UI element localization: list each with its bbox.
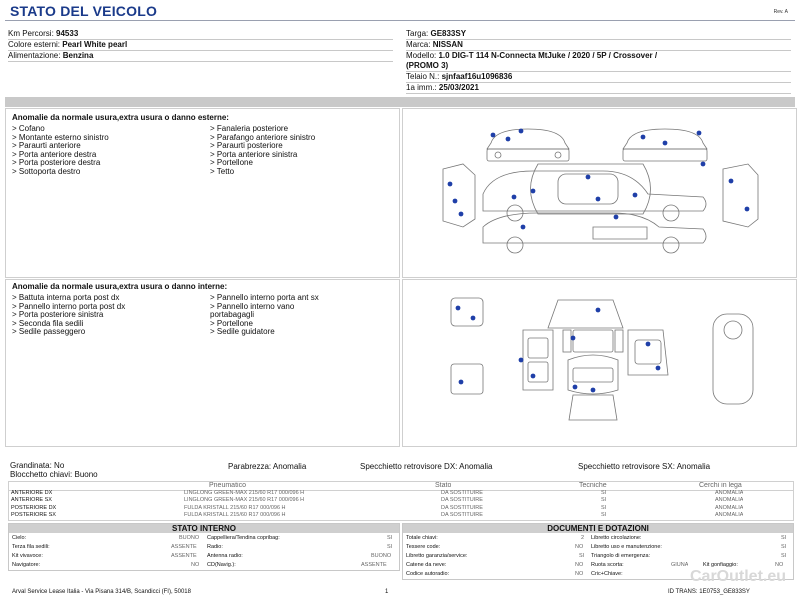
- exterior-panel: [5, 108, 400, 278]
- km-value: 94533: [56, 29, 79, 38]
- car-exterior-diagram: [403, 109, 796, 277]
- model-value: 1.0 DIG-T 114 N-Connecta MtJuke / 2020 / 5P / Crossover /: [438, 51, 658, 60]
- interno-label: Cappelliera/Tendina copribag:: [207, 535, 280, 541]
- mirror-dx-status: [360, 462, 493, 471]
- stato-interno-box: [8, 523, 400, 571]
- color-label: Colore esterni:: [8, 40, 61, 49]
- exterior-item: > Tetto: [210, 166, 235, 176]
- tyre-model: LINGLONG GREEN-MAX 215/60 R17 000/096 H: [184, 497, 305, 503]
- exterior-item: > Montante esterno sinistro: [12, 132, 109, 142]
- doc-label: Totale chiavi:: [406, 535, 438, 541]
- tyre-position: ANTERIORE DX: [11, 490, 53, 496]
- interior-item: > Portellone: [210, 318, 253, 328]
- tyre-model: FULDA KRISTALL 215/60 R17 000/096 H: [184, 505, 286, 511]
- tyres-header-tyre: Pneumatico: [209, 482, 246, 489]
- interior-item: > Sedile guidatore: [210, 327, 275, 336]
- tyre-tech: SI: [601, 497, 607, 503]
- interior-item: portabagagli: [210, 310, 255, 319]
- km-label: Km Percorsi:: [8, 29, 54, 38]
- footer-company: Arval Service Lease Italia - Via Pisana 314/B, Scandicci (FI), 50018: [12, 589, 191, 595]
- interno-label: Antenna radio:: [207, 553, 243, 559]
- interno-label: Terza fila sedili:: [12, 544, 50, 550]
- doc-label: Cric+Chiave:: [591, 571, 623, 577]
- tyre-state: DA SOSTITUIRE: [441, 490, 483, 496]
- section-bar: [5, 97, 795, 107]
- exterior-item: > Portellone: [210, 158, 253, 167]
- tyres-header-tech: Tecniche: [579, 482, 607, 489]
- mirror-sx-label: Specchietto retrovisore SX:: [578, 462, 675, 471]
- hail-label: Grandinata:: [10, 461, 52, 470]
- hail-status: [10, 462, 98, 479]
- tyre-model: LINGLONG GREEN-MAX 215/60 R17 000/096 H: [184, 490, 305, 496]
- fuel-value: Benzina: [62, 51, 94, 60]
- exterior-item: > Paraurti anteriore: [12, 141, 81, 150]
- doc-label: Libretto garanzia/service:: [406, 553, 468, 559]
- doc-value: NO: [575, 571, 584, 577]
- exterior-item: > Fanaleria posteriore: [210, 124, 289, 133]
- interno-label: Navigatore:: [12, 562, 41, 568]
- documenti-title: DOCUMENTI E DOTAZIONI: [403, 524, 793, 533]
- model-label: Modello:: [406, 51, 437, 60]
- doc-label: Codice autoradio:: [406, 571, 450, 577]
- tyre-state: DA SOSTITUIRE: [441, 497, 483, 503]
- tyre-tech: SI: [601, 505, 607, 511]
- plate-label: Targa:: [406, 29, 429, 38]
- interior-item: > Pannello interno porta ant sx: [210, 293, 319, 302]
- windshield-value: Anomalia: [272, 462, 307, 471]
- interior-item: > Pannello interno porta post dx: [12, 301, 126, 311]
- doc-value: NO: [775, 562, 784, 568]
- exterior-list-1: [12, 125, 109, 176]
- watermark: CarOutlet.eu: [690, 568, 787, 585]
- interior-item: > Porta posteriore sinistra: [12, 310, 104, 319]
- tyre-rim: ANOMALIA: [715, 505, 744, 511]
- fuel-label: Alimentazione:: [8, 51, 61, 60]
- mirror-dx-label: Specchietto retrovisore DX:: [360, 462, 458, 471]
- tyre-tech: SI: [601, 490, 607, 496]
- tyre-model: FULDA KRISTALL 215/60 R17 000/096 H: [184, 512, 286, 518]
- mirror-dx-value: Anomalia: [459, 462, 493, 471]
- doc-value: SI: [579, 553, 585, 559]
- registration-row: [406, 82, 791, 94]
- interno-label: Kit vivavoce:: [12, 553, 43, 559]
- interior-item: > Pannello interno vano: [210, 301, 295, 311]
- footer-page: 1: [385, 589, 389, 595]
- tyres-header-rim: Cerchi in lega: [699, 482, 742, 489]
- interno-value: BUONO: [371, 553, 392, 559]
- doc-label: Libretto circolazione:: [591, 535, 642, 541]
- model-value-2: (PROMO 3): [406, 61, 449, 70]
- doc-label: Ruota scorta:: [591, 562, 624, 568]
- windshield-status: [228, 462, 306, 471]
- exterior-item: > Cofano: [12, 124, 45, 133]
- interior-item: > Battuta interna porta post dx: [12, 293, 120, 302]
- doc-value: SI: [781, 544, 787, 550]
- exterior-item: > Porta anteriore sinistra: [210, 149, 298, 159]
- keylock-label: Blocchetto chiavi:: [10, 469, 73, 479]
- interno-label: Cielo:: [12, 535, 27, 541]
- frame-label: Telaio N.:: [406, 72, 440, 81]
- interno-value: SI: [387, 535, 393, 541]
- exterior-list-2: [210, 125, 315, 176]
- plate-value: GE833SY: [430, 29, 467, 38]
- doc-value: NO: [575, 544, 584, 550]
- doc-value: 2: [581, 535, 585, 541]
- car-interior-diagram: [403, 280, 796, 446]
- exterior-title: Anomalie da normale usura,extra usura o danno esterne:: [12, 113, 229, 122]
- tyre-rim: ANOMALIA: [715, 512, 744, 518]
- interior-diagram-panel: [402, 279, 797, 447]
- exterior-diagram-panel: [402, 108, 797, 278]
- interior-list-1: [12, 294, 125, 337]
- tyre-rim: ANOMALIA: [715, 490, 744, 496]
- divider: [5, 20, 795, 21]
- doc-value: SI: [781, 553, 787, 559]
- interno-label: CD(Navig.):: [207, 562, 236, 568]
- keylock-value: Buono: [74, 469, 98, 479]
- mirror-sx-status: [578, 462, 710, 471]
- tyre-state: DA SOSTITUIRE: [441, 512, 483, 518]
- interno-value: BUONO: [179, 535, 200, 541]
- interior-item: > Seconda fila sedili: [12, 318, 84, 328]
- tyres-table: [8, 481, 794, 521]
- doc-value: NO: [575, 562, 584, 568]
- registration-value: 25/03/2021: [438, 83, 479, 92]
- interior-list-2: [210, 294, 319, 337]
- exterior-item: > Parafango anteriore sinistro: [210, 132, 316, 142]
- exterior-item: > Porta posteriore destra: [12, 158, 101, 167]
- doc-label: Libretto uso e manutenzione:: [591, 544, 662, 550]
- mirror-sx-value: Anomalia: [676, 462, 711, 471]
- divider: [9, 490, 793, 491]
- interior-panel: [5, 279, 400, 447]
- hail-value: No: [54, 461, 65, 470]
- interno-value: ASSENTE: [171, 553, 197, 559]
- registration-label: 1a imm.:: [406, 83, 437, 92]
- exterior-item: > Sottoporta destro: [12, 166, 81, 176]
- brand-value: NISSAN: [432, 40, 463, 49]
- tyre-position: POSTERIORE DX: [11, 505, 57, 511]
- interno-value: SI: [387, 544, 393, 550]
- exterior-item: > Paraurti posteriore: [210, 141, 283, 150]
- exterior-item: > Porta anteriore destra: [12, 149, 97, 159]
- doc-value: SI: [781, 535, 787, 541]
- tyre-state: DA SOSTITUIRE: [441, 505, 483, 511]
- stato-interno-title: STATO INTERNO: [9, 524, 399, 533]
- interior-title: Anomalie da normale usura,extra usura o danno interne:: [12, 282, 228, 291]
- tyre-position: POSTERIORE SX: [11, 512, 56, 518]
- brand-label: Marca:: [406, 40, 431, 49]
- frame-value: sjnfaaf16u1096836: [441, 72, 513, 81]
- tyre-tech: SI: [601, 512, 607, 518]
- page-title: STATO DEL VEICOLO: [10, 3, 158, 19]
- interno-label: Radio:: [207, 544, 223, 550]
- doc-value: GIUNA: [671, 562, 689, 568]
- footer-id: ID TRANS: 1E0753_GE833SY: [668, 589, 750, 595]
- doc-label: Triangolo di emergenza:: [591, 553, 651, 559]
- interior-item: > Sedile passeggero: [12, 327, 86, 336]
- tyre-rim: ANOMALIA: [715, 497, 744, 503]
- windshield-label: Parabrezza:: [228, 462, 272, 471]
- doc-label: Kit gonfiaggio:: [703, 562, 738, 568]
- color-value: Pearl White pearl: [62, 40, 128, 49]
- tyres-header-state: Stato: [435, 482, 452, 489]
- interno-value: ASSENTE: [171, 544, 197, 550]
- fuel-row: [8, 50, 393, 62]
- doc-label: Catene da neve:: [406, 562, 447, 568]
- revision-label: Rev. A: [773, 9, 788, 15]
- doc-label: Tessere code:: [406, 544, 441, 550]
- interno-value: ASSENTE: [361, 562, 387, 568]
- interno-value: NO: [191, 562, 200, 568]
- tyre-position: ANTERIORE SX: [11, 497, 52, 503]
